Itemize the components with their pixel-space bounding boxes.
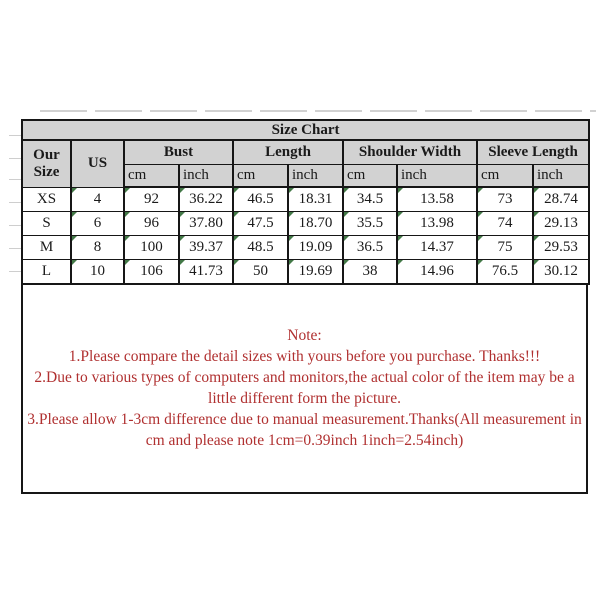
size-row-xs: [22, 187, 589, 212]
size-row-l: [22, 260, 589, 285]
size-row-s: [22, 212, 589, 236]
cell-shoulder-inch: 14.96: [397, 260, 477, 285]
note-block: [23, 285, 586, 451]
cell-us: 10: [71, 260, 124, 285]
cell-sleeve-inch: 29.53: [533, 236, 589, 260]
cell-shoulder-cm: 34.5: [343, 187, 397, 212]
excel-gridline-remnant-left: [9, 202, 21, 203]
col-header-our-size: Our Size: [22, 140, 71, 187]
excel-gridline-remnant-left: [9, 179, 21, 180]
cell-us: 6: [71, 212, 124, 236]
cell-sleeve-cm: 74: [477, 212, 533, 236]
cell-length-inch: 19.09: [288, 236, 343, 260]
unit-header-bust-cm: cm: [124, 165, 179, 188]
size-chart-table: [21, 119, 590, 285]
excel-gridline-remnant-left: [9, 135, 21, 136]
col-header-length: Length: [233, 140, 343, 165]
cell-our-size: XS: [22, 187, 71, 212]
table-title-row: [22, 120, 589, 140]
note-line-3: 3.Please allow 1-3cm difference due to manual measurement.Thanks(All measurement in: [27, 411, 582, 428]
cell-bust-inch: 37.80: [179, 212, 233, 236]
note-line-2-wrap: little different form the picture.: [208, 390, 401, 407]
cell-length-inch: 18.70: [288, 212, 343, 236]
cell-bust-inch: 36.22: [179, 187, 233, 212]
col-header-shoulder-width: Shoulder Width: [343, 140, 477, 165]
cell-bust-cm: 92: [124, 187, 179, 212]
cell-length-cm: 46.5: [233, 187, 288, 212]
cell-our-size: S: [22, 212, 71, 236]
cell-bust-cm: 106: [124, 260, 179, 285]
unit-header-bust-inch: inch: [179, 165, 233, 188]
col-header-bust: Bust: [124, 140, 233, 165]
cell-us: 4: [71, 187, 124, 212]
col-header-sleeve-length: Sleeve Length: [477, 140, 589, 165]
cell-bust-cm: 96: [124, 212, 179, 236]
cell-shoulder-cm: 36.5: [343, 236, 397, 260]
cell-shoulder-cm: 38: [343, 260, 397, 285]
note-line-1: 1.Please compare the detail sizes with yours before you purchase. Thanks!!!: [68, 348, 541, 365]
unit-header-length-cm: cm: [233, 165, 288, 188]
cell-bust-inch: 41.73: [179, 260, 233, 285]
cell-shoulder-cm: 35.5: [343, 212, 397, 236]
cell-length-cm: 47.5: [233, 212, 288, 236]
unit-header-length-inch: inch: [288, 165, 343, 188]
table-group-header-row: [22, 140, 589, 165]
cell-shoulder-inch: 13.98: [397, 212, 477, 236]
cell-our-size: M: [22, 236, 71, 260]
cell-sleeve-cm: 75: [477, 236, 533, 260]
cell-length-cm: 50: [233, 260, 288, 285]
cell-sleeve-cm: 73: [477, 187, 533, 212]
cell-sleeve-cm: 76.5: [477, 260, 533, 285]
cell-sleeve-inch: 30.12: [533, 260, 589, 285]
size-chart-image: [21, 119, 588, 494]
cell-bust-cm: 100: [124, 236, 179, 260]
unit-header-sleeve-inch: inch: [533, 165, 589, 188]
cell-our-size: L: [22, 260, 71, 285]
cell-length-inch: 19.69: [288, 260, 343, 285]
cell-sleeve-inch: 28.74: [533, 187, 589, 212]
col-header-us: US: [71, 140, 124, 187]
unit-header-sleeve-cm: cm: [477, 165, 533, 188]
cell-length-cm: 48.5: [233, 236, 288, 260]
excel-gridline-remnant-left: [9, 248, 21, 249]
cell-sleeve-inch: 29.13: [533, 212, 589, 236]
note-panel: [21, 285, 588, 494]
excel-gridline-remnant-left: [9, 225, 21, 226]
excel-gridline-remnant-left: [9, 271, 21, 272]
cell-bust-inch: 39.37: [179, 236, 233, 260]
unit-header-shoulder-cm: cm: [343, 165, 397, 188]
table-title: Size Chart: [22, 120, 589, 140]
cell-shoulder-inch: 14.37: [397, 236, 477, 260]
size-row-m: [22, 236, 589, 260]
excel-gridline-remnant-top: [40, 110, 596, 112]
cell-shoulder-inch: 13.58: [397, 187, 477, 212]
note-line-2: 2.Due to various types of computers and monitors,the actual color of the item may be a: [34, 369, 575, 386]
unit-header-shoulder-inch: inch: [397, 165, 477, 188]
cell-us: 8: [71, 236, 124, 260]
cell-length-inch: 18.31: [288, 187, 343, 212]
note-line-3-wrap: cm and please note 1cm=0.39inch 1inch=2.54inch): [145, 432, 464, 449]
excel-gridline-remnant-left: [9, 158, 21, 159]
note-heading: Note:: [287, 327, 322, 344]
